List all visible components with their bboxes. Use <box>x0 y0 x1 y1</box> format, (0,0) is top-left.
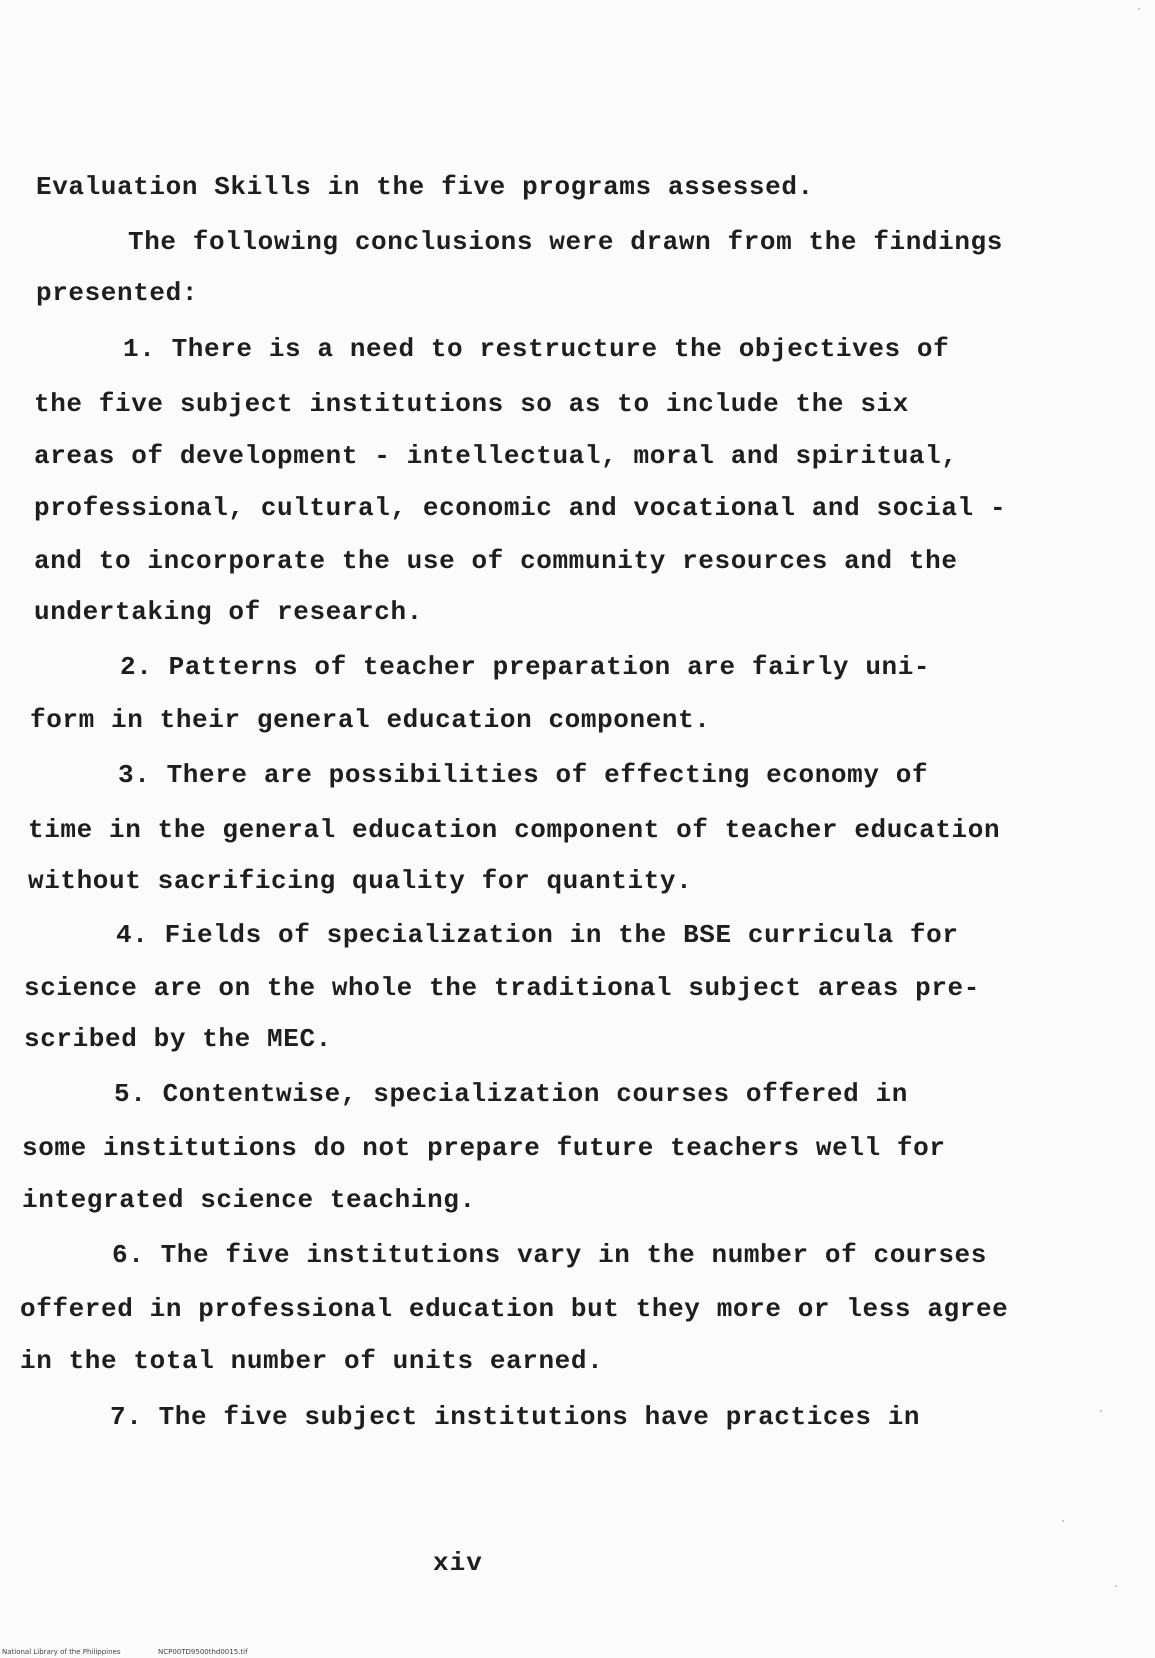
conclusion-6-line-1: 6. The five institutions vary in the number of courses <box>112 1240 987 1270</box>
page-number: xiv <box>433 1548 483 1578</box>
conclusion-3-line-3: without sacrificing quality for quantity. <box>28 866 693 896</box>
conclusion-3-line-1: 3. There are possibilities of effecting economy of <box>118 760 929 790</box>
conclusion-4-line-3: scribed by the MEC. <box>24 1024 332 1054</box>
conclusion-6-line-2: offered in professional education but they more or less agree <box>20 1294 1009 1324</box>
text-line-presented: presented: <box>36 278 199 308</box>
scan-speck <box>1100 1410 1102 1412</box>
conclusion-6-line-3: in the total number of units earned. <box>20 1346 604 1376</box>
conclusion-7-line-1: 7. The five subject institutions have practices in <box>110 1402 921 1432</box>
conclusion-1-line-1: 1. There is a need to restructure the objectives of <box>123 334 950 364</box>
conclusion-1-line-2: the five subject institutions so as to include the six <box>34 389 909 419</box>
conclusion-3-line-2: time in the general education component of teacher education <box>28 815 1001 845</box>
conclusion-5-line-2: some institutions do not prepare future teachers well for <box>22 1133 946 1163</box>
scan-speck <box>1138 8 1140 10</box>
scan-speck <box>1062 1520 1064 1522</box>
conclusion-4-line-2: science are on the whole the traditional subject areas pre- <box>24 973 980 1003</box>
conclusion-1-line-4: professional, cultural, economic and vocational and social - <box>34 493 1007 523</box>
conclusion-4-line-1: 4. Fields of specialization in the BSE curricula for <box>116 920 959 950</box>
footer-library-name: National Library of the Philippines <box>2 1648 121 1656</box>
conclusion-5-line-1: 5. Contentwise, specialization courses offered in <box>114 1079 908 1109</box>
scan-speck <box>1115 1585 1117 1587</box>
conclusion-1-line-3: areas of development - intellectual, moral and spiritual, <box>34 441 958 471</box>
conclusion-2-line-2: form in their general education component. <box>30 705 711 735</box>
text-line-evaluation-skills: Evaluation Skills in the five programs assessed. <box>36 172 814 202</box>
conclusion-1-line-6: undertaking of research. <box>34 597 423 627</box>
conclusion-2-line-1: 2. Patterns of teacher preparation are fairly uni- <box>120 652 931 682</box>
text-line-following-conclusions: The following conclusions were drawn from the findings <box>128 227 1003 257</box>
conclusion-1-line-5: and to incorporate the use of community resources and the <box>34 546 958 576</box>
conclusion-5-line-3: integrated science teaching. <box>22 1185 476 1215</box>
footer-file-name: NCP00TD9500thd0015.tif <box>158 1648 248 1656</box>
